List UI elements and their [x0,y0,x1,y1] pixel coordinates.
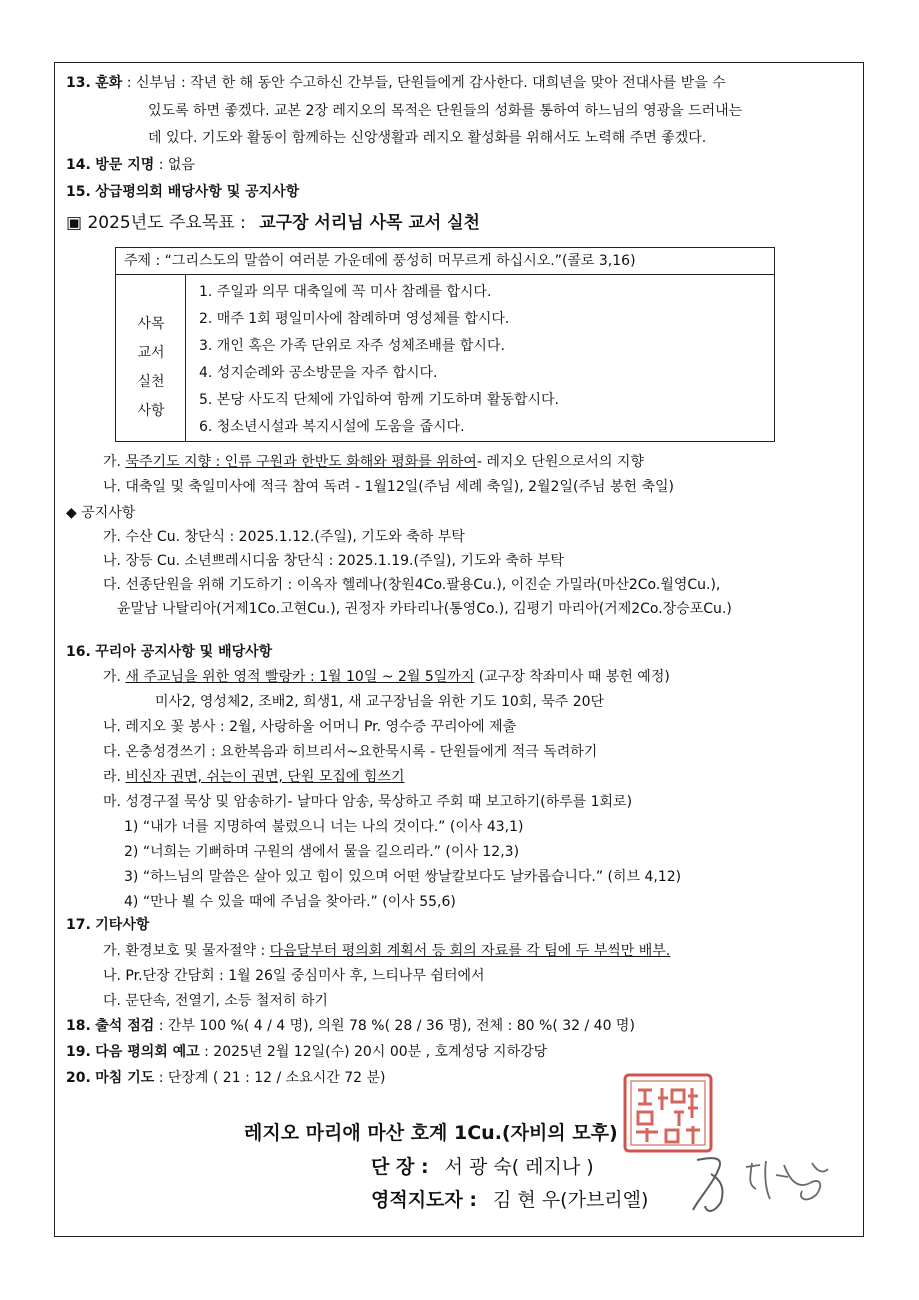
leader-line [371,1152,594,1179]
s16-item-ma: 마. 성경구절 묵상 및 암송하기- 날마다 암송, 묵상하고 주회 때 보고하기(하루를 1회로) [103,794,633,810]
section-18 [66,1016,635,1036]
notice-na: 나. 장등 Cu. 소년쁘레시디움 창단식 : 2025.1.19.(주일), 기도와 축하 부탁 [103,553,564,569]
s15-item-ga [103,452,644,472]
s15-ga-rest: - 레지오 단원으로서의 지향 [476,454,644,470]
director-line [371,1185,648,1212]
objectives-table [115,247,775,442]
director-label: 영적지도자 : [371,1189,477,1211]
director-name: 김 현 우(가브리엘) [493,1189,649,1211]
leader-name: 서 광 숙( 레지나 ) [444,1156,594,1178]
objectives-side-4: 사항 [137,403,165,419]
verse-item: 1) “내가 너를 지명하여 불렀으니 너는 나의 것이다.” (이사 43,1) [124,819,524,835]
s16-item-ra [103,767,404,787]
section-17 [66,915,149,935]
objectives-side-3: 실천 [137,374,165,390]
s16-ga-prefix: 가. [103,669,126,685]
objectives-theme: 주제 : “그리스도의 말씀이 여러분 가운데에 풍성히 머무르게 하십시오.”(콜로 3,16) [116,248,774,275]
notice-ga: 가. 수산 Cu. 창단식 : 2025.1.12.(주일), 기도와 축하 부탁 [103,529,465,545]
s15-ga-underlined: 묵주기도 지향 : 인류 구원과 한반도 화해와 평화를 위하여 [125,454,477,470]
s16-item-ga-2: 미사2, 영성체2, 조배2, 희생1, 새 교구장님을 위한 기도 10회, 묵주 20단 [155,694,605,710]
handwritten-signature-leader [685,1150,737,1220]
section-19-title: 다음 평의회 예고 [95,1044,200,1060]
s15-ga-prefix: 가. [103,454,126,470]
section-15-number: 15. [66,184,91,200]
handwritten-signature-director [740,1155,830,1207]
next-meeting-text: : 2025년 2월 12일(수) 20시 00분 , 호계성당 지하강당 [204,1044,548,1060]
s17-item-na: 나. Pr.단장 간담회 : 1월 26일 중심미사 후, 느티나무 쉼터에서 [103,968,485,984]
s17-item-ga [103,941,670,961]
section-20-number: 20. [66,1070,91,1086]
verse-item: 4) “만나 뵐 수 있을 때에 주님을 찾아라.” (이사 55,6) [124,894,456,910]
s16-ga-underlined: 새 주교님을 위한 영적 빨랑카 : 1월 10일 ~ 2월 5일까지 [125,669,475,685]
objective-item: 4. 성지순례와 공소방문을 자주 합시다. [199,365,438,381]
objective-item: 3. 개인 혹은 가족 단위로 자주 성체조배를 합시다. [199,338,505,354]
goal-heading [66,213,480,233]
objective-item: 1. 주일과 의무 대축일에 꼭 미사 참례를 합시다. [199,284,492,300]
notice-da-2: 윤말남 나탈리아(거제1Co.고현Cu.), 권정자 카타리나(통영Co.), 김평기 마리아(거제2Co.장승포Cu.) [117,601,732,617]
objectives-side-1: 사목 [137,316,165,332]
section-13-number: 13. [66,75,91,91]
section-13-title: 훈화 [95,75,123,91]
section-16-number: 16. [66,644,91,660]
s16-item-ga [103,667,670,687]
goal-subtitle: 교구장 서리님 사목 교서 실천 [259,213,480,233]
section-17-title: 기타사항 [95,917,150,933]
section-13 [66,73,726,93]
section-20 [66,1068,385,1088]
objectives-side-2: 교서 [137,345,165,361]
section-14 [66,155,195,175]
section-16 [66,642,272,662]
verse-item: 2) “너희는 기뻐하며 구원의 샘에서 물을 길으리라.” (이사 12,3) [124,844,520,860]
section-15-title: 상급평의회 배당사항 및 공지사항 [95,184,300,200]
section-18-number: 18. [66,1018,91,1034]
section-18-title: 출석 점검 [95,1018,155,1034]
section-20-title: 마침 기도 [95,1070,155,1086]
s16-ra-underlined: 비신자 권면, 쉬는이 권면, 단원 모집에 힘쓰기 [125,769,405,785]
s16-ra-prefix: 라. [103,769,126,785]
objective-item: 6. 청소년시설과 복지시설에 도움을 줍시다. [199,419,465,435]
section-14-title: 방문 지명 [95,157,155,173]
s16-item-na: 나. 레지오 꽃 봉사 : 2월, 사랑하올 어머니 Pr. 영수증 꾸리아에 제출 [103,719,517,735]
s15-item-na: 나. 대축일 및 축일미사에 적극 참여 독려 - 1월12일(주님 세례 축일), 2월2일(주님 봉헌 축일) [103,479,674,495]
section-14-text: : 없음 [158,157,195,173]
section-19 [66,1042,547,1062]
s16-ga-rest: (교구장 착좌미사 때 봉헌 예정) [474,669,670,685]
official-seal-stamp [622,1072,714,1154]
section-19-number: 19. [66,1044,91,1060]
s17-ga-prefix: 가. 환경보호 및 물자절약 : [103,943,270,959]
section-17-number: 17. [66,917,91,933]
s17-item-da: 다. 문단속, 전열기, 소등 철저히 하기 [103,993,328,1009]
leader-label: 단 장 : [371,1156,429,1178]
organization-name: 레지오 마리애 마산 호계 1Cu.(자비의 모후) [244,1122,618,1144]
notice-title: ◆ 공지사항 [66,505,136,521]
s17-ga-underlined: 다음달부터 평의회 계획서 등 회의 자료를 각 팀에 두 부씩만 배부. [269,943,671,959]
section-13-text-2: 있도록 하면 좋겠다. 교본 2장 레지오의 목적은 단원들의 성화를 통하여 하느님의 영광을 드러내는 [148,103,743,119]
s16-item-da: 다. 온충성경쓰기 : 요한복음과 히브리서~요한묵시록 - 단원들에게 적극 독려하기 [103,744,598,760]
verse-item: 3) “하느님의 말씀은 살아 있고 힘이 있으며 어떤 쌍날칼보다도 날카롭습니다.” (히브 4,12) [124,869,682,885]
closing-prayer-text: : 단장계 ( 21 : 12 / 소요시간 72 분) [158,1070,386,1086]
section-13-text-1: : 신부님 : 작년 한 해 동안 수고하신 간부들, 단원들에게 감사한다. 대희년을 맞아 전대사를 받을 수 [126,75,726,91]
objective-item: 5. 본당 사도직 단체에 가입하여 함께 기도하며 활동합시다. [199,392,560,408]
section-16-title: 꾸리아 공지사항 및 배당사항 [95,644,273,660]
section-15 [66,182,299,202]
goal-bullet: ▣ [66,213,83,233]
goal-title: 2025년도 주요목표 : [87,213,246,233]
section-13-text-3: 데 있다. 기도와 활동이 함께하는 신앙생활과 레지오 활성화를 위해서도 노력해 주면 좋겠다. [148,130,707,146]
notice-da-1: 다. 선종단원을 위해 기도하기 : 이옥자 헬레나(창원4Co.팔용Cu.), 이진순 가밀라(마산2Co.월영Cu.), [103,577,721,593]
attendance-text: : 간부 100 %( 4 / 4 명), 의원 78 %( 28 / 36 명), 전체 : 80 %( 32 / 40 명) [158,1018,635,1034]
section-14-number: 14. [66,157,91,173]
objective-item: 2. 매주 1회 평일미사에 참례하며 영성체를 합시다. [199,311,510,327]
objectives-side-label [116,275,186,441]
